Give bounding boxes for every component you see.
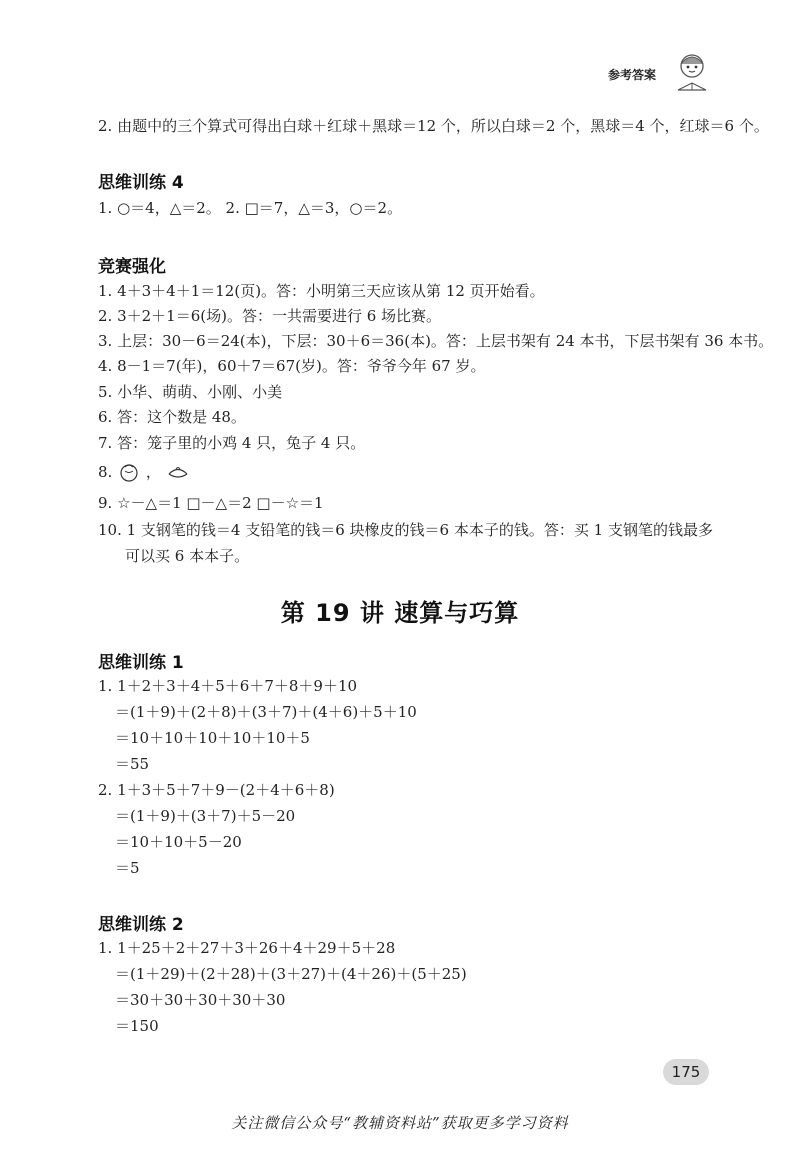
calc-line: ＝150 <box>115 1017 159 1035</box>
calc-line: 2. 1＋3＋5＋7＋9－(2＋4＋6＋8) <box>98 781 335 799</box>
answer-line: 4. 8－1＝7(年)，60＋7＝67(岁)。答：爷爷今年 67 岁。 <box>98 357 486 375</box>
answer-line: 9. ☆－△＝1 □－△＝2 □－☆＝1 <box>98 494 324 512</box>
calc-line: ＝55 <box>115 755 150 773</box>
calc-line: ＝(1＋9)＋(3＋7)＋5－20 <box>115 807 296 825</box>
calc-line: ＝30＋30＋30＋30＋30 <box>115 991 286 1009</box>
answer-line: 1. 4＋3＋4＋1＝12(页)。答：小明第三天应该从第 12 页开始看。 <box>98 282 545 300</box>
calc-line: ＝(1＋29)＋(2＋28)＋(3＋27)＋(4＋26)＋(5＋25) <box>115 965 467 983</box>
answer-8-number: 8. <box>98 463 113 481</box>
section-heading-thinking-4: 思维训练 4 <box>98 173 184 193</box>
answer-8-separator: ， <box>145 463 161 481</box>
calc-line: 1. 1＋25＋2＋27＋3＋26＋4＋29＋5＋28 <box>98 939 396 957</box>
section-heading-thinking-2: 思维训练 2 <box>98 915 184 935</box>
bowl-drawing-icon <box>166 462 190 482</box>
answer-line-8 <box>98 462 190 482</box>
girl-reading-icon <box>672 50 712 92</box>
section-heading-thinking-1: 思维训练 1 <box>98 653 184 673</box>
fruit-drawing-icon <box>117 462 141 482</box>
section-heading-competition: 竞赛强化 <box>98 257 166 277</box>
answer-line: 3. 上层：30－6＝24(本)，下层：30＋6＝36(本)。答：上层书架有 24 本书，下层书架有 36 本书。 <box>98 332 774 350</box>
answer-line: 5. 小华、萌萌、小刚、小美 <box>98 383 283 401</box>
page-number: 175 <box>663 1059 709 1085</box>
calc-line: ＝5 <box>115 859 140 877</box>
answer-line: 7. 答：笼子里的小鸡 4 只，兔子 4 只。 <box>98 434 366 452</box>
header-label: 参考答案 <box>608 68 657 82</box>
chapter-title: 第 19 讲 速算与巧算 <box>280 599 520 627</box>
answer-line-continuation: 可以买 6 本本子。 <box>125 547 250 565</box>
footer-note: 关注微信公众号“教辅资料站”获取更多学习资料 <box>231 1114 569 1132</box>
answer-line: 1. ○＝4，△＝2。 2. □＝7，△＝3，○＝2。 <box>98 199 403 217</box>
answer-line: 6. 答：这个数是 48。 <box>98 408 246 426</box>
intro-answer-line: 2. 由题中的三个算式可得出白球＋红球＋黑球＝12 个，所以白球＝2 个，黑球＝4 个，红球＝6 个。 <box>98 117 769 135</box>
calc-line: ＝10＋10＋10＋10＋10＋5 <box>115 729 310 747</box>
answer-line: 2. 3＋2＋1＝6(场)。答：一共需要进行 6 场比赛。 <box>98 307 442 325</box>
calc-line: ＝10＋10＋5－20 <box>115 833 242 851</box>
calc-line: ＝(1＋9)＋(2＋8)＋(3＋7)＋(4＋6)＋5＋10 <box>115 703 417 721</box>
calc-line: 1. 1＋2＋3＋4＋5＋6＋7＋8＋9＋10 <box>98 677 358 695</box>
answer-line: 10. 1 支钢笔的钱＝4 支铅笔的钱＝6 块橡皮的钱＝6 本本子的钱。答：买 1 支钢笔的钱最多 <box>98 521 713 539</box>
